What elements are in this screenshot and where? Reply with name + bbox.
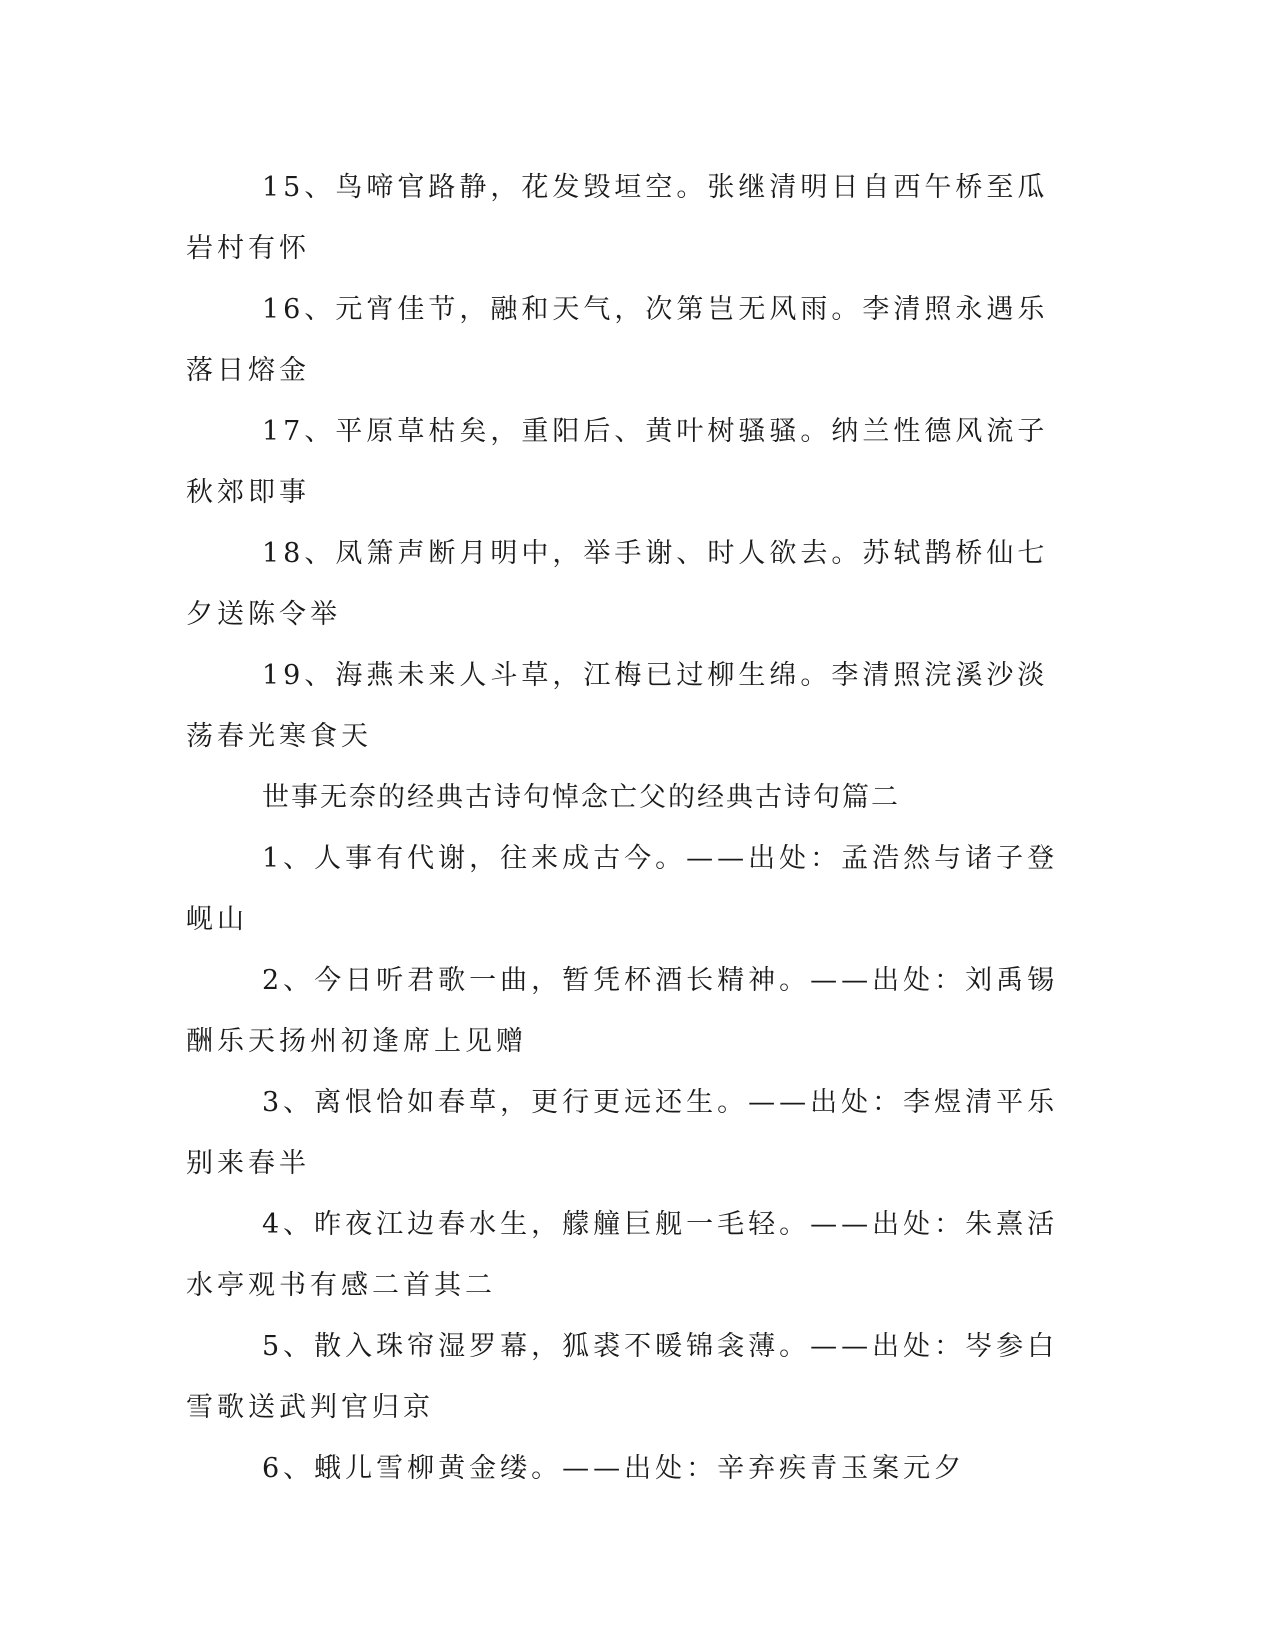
poem-line-16: 16、元宵佳节，融和天气，次第岂无风雨。李清照永遇乐落日熔金 (186, 294, 1049, 386)
poem-line-18: 18、凤箫声断月明中，举手谢、时人欲去。苏轼鹊桥仙七夕送陈令举 (186, 538, 1049, 630)
document-body (186, 157, 1066, 1499)
section-heading: 世事无奈的经典古诗句悼念亡父的经典古诗句篇二 (262, 782, 900, 813)
quote-item-3: 3、离恨恰如春草，更行更远还生。——出处：李煜清平乐别来春半 (186, 1087, 1059, 1179)
quote-item-2: 2、今日听君歌一曲，暂凭杯酒长精神。——出处：刘禹锡酬乐天扬州初逢席上见赠 (186, 965, 1059, 1057)
poem-line-17: 17、平原草枯矣，重阳后、黄叶树骚骚。纳兰性德风流子秋郊即事 (186, 416, 1049, 508)
quote-item-6: 6、蛾儿雪柳黄金缕。——出处：辛弃疾青玉案元夕 (262, 1453, 966, 1484)
poem-line-15: 15、鸟啼官路静，花发毁垣空。张继清明日自西午桥至瓜岩村有怀 (186, 172, 1049, 264)
poem-line-19: 19、海燕未来人斗草，江梅已过柳生绵。李清照浣溪沙淡荡春光寒食天 (186, 660, 1049, 752)
quote-item-1: 1、人事有代谢，往来成古今。——出处：孟浩然与诸子登岘山 (186, 843, 1059, 935)
quote-item-5: 5、散入珠帘湿罗幕，狐裘不暖锦衾薄。——出处：岑参白雪歌送武判官归京 (186, 1331, 1059, 1423)
quote-item-4: 4、昨夜江边春水生，艨艟巨舰一毛轻。——出处：朱熹活水亭观书有感二首其二 (186, 1209, 1059, 1301)
